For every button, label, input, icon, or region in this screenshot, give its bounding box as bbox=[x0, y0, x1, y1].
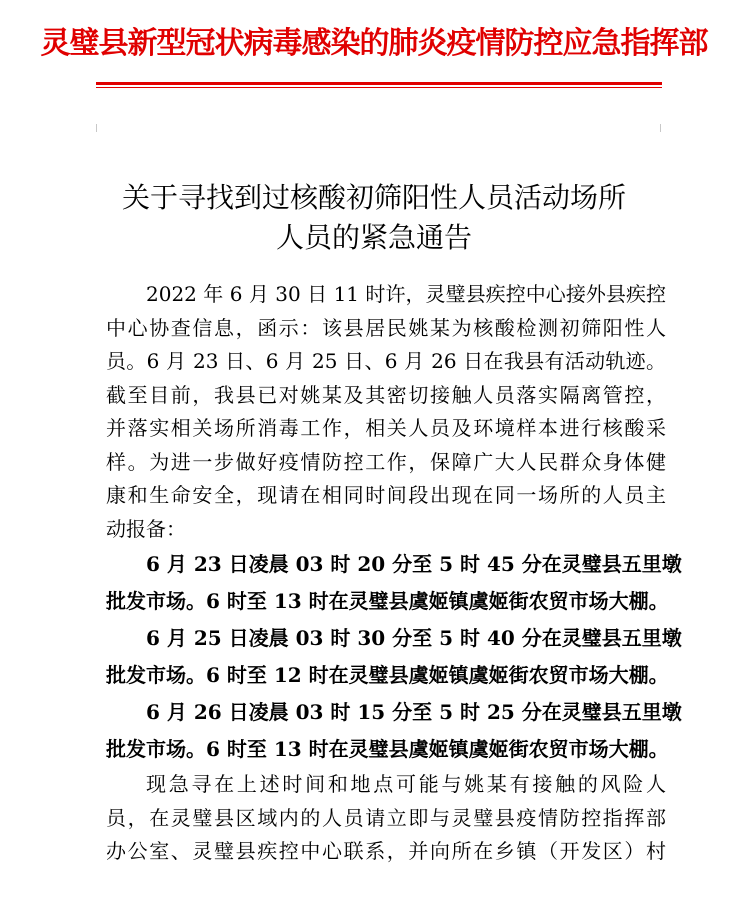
header-rule-thin bbox=[96, 87, 662, 88]
header-rule-thick bbox=[96, 82, 662, 85]
notice-title-line-2: 人员的紧急通告 bbox=[275, 221, 472, 254]
appeal-line-3: 办公室、灵璧县疾控中心联系，并向所在乡镇（开发区）村 bbox=[106, 839, 666, 863]
intro-line-4: 截至目前，我县已对姚某及其密切接触人员落实隔离管控， bbox=[106, 382, 666, 407]
schedule-item-3-line-1: 6 月 26 日凌晨 03 时 15 分至 5 时 25 分在灵璧县五里墩 bbox=[146, 700, 682, 724]
intro-line-1: 2022 年 6 月 30 日 11 时许，灵璧县疾控中心接外县疾控 bbox=[146, 282, 666, 306]
intro-paragraph bbox=[106, 278, 666, 546]
notice-body bbox=[106, 278, 682, 869]
intro-line-3: 员。6 月 23 日、6 月 25 日、6 月 26 日在我县有活动轨迹。 bbox=[106, 349, 666, 373]
schedule-item-3-line-2: 批发市场。6 时至 13 时在灵璧县虞姬镇虞姬街农贸市场大棚。 bbox=[106, 737, 669, 761]
intro-line-7: 康和生命安全，现请在相同时间段出现在同一场所的人员主 bbox=[106, 483, 666, 507]
schedule-item-2-line-1: 6 月 25 日凌晨 03 时 30 分至 5 时 40 分在灵璧县五里墩 bbox=[146, 626, 682, 650]
appeal-line-1: 现急寻在上述时间和地点可能与姚某有接触的风险人 bbox=[146, 772, 666, 796]
intro-line-5: 并落实相关场所消毒工作，相关人员及环境样本进行核酸采 bbox=[106, 416, 666, 440]
intro-line-6: 样。为进一步做好疫情防控工作，保障广大人民群众身体健 bbox=[106, 449, 666, 474]
schedule-item-1-line-2: 批发市场。6 时至 13 时在灵璧县虞姬镇虞姬街农贸市场大棚。 bbox=[106, 589, 669, 613]
schedule-item-2-line-2: 批发市场。6 时至 12 时在灵璧县虞姬镇虞姬街农贸市场大棚。 bbox=[106, 663, 669, 687]
intro-line-8: 动报备： bbox=[106, 516, 186, 541]
header-title: 灵璧县新型冠状病毒感染的肺炎疫情防控应急指挥部 bbox=[40, 26, 708, 61]
appeal-paragraph bbox=[106, 768, 666, 869]
schedule-item-1-line-1: 6 月 23 日凌晨 03 时 20 分至 5 时 45 分在灵璧县五里墩 bbox=[146, 552, 682, 576]
appeal-line-2: 员，在灵璧县区域内的人员请立即与灵璧县疫情防控指挥部 bbox=[106, 805, 666, 830]
corner-mark-right bbox=[660, 124, 661, 132]
intro-line-2: 中心协查信息，函示：该县居民姚某为核酸检测初筛阳性人 bbox=[106, 315, 666, 340]
notice-title-line-1: 关于寻找到过核酸初筛阳性人员活动场所 bbox=[121, 181, 626, 214]
schedule-list bbox=[106, 546, 682, 768]
corner-mark-left bbox=[96, 124, 97, 132]
